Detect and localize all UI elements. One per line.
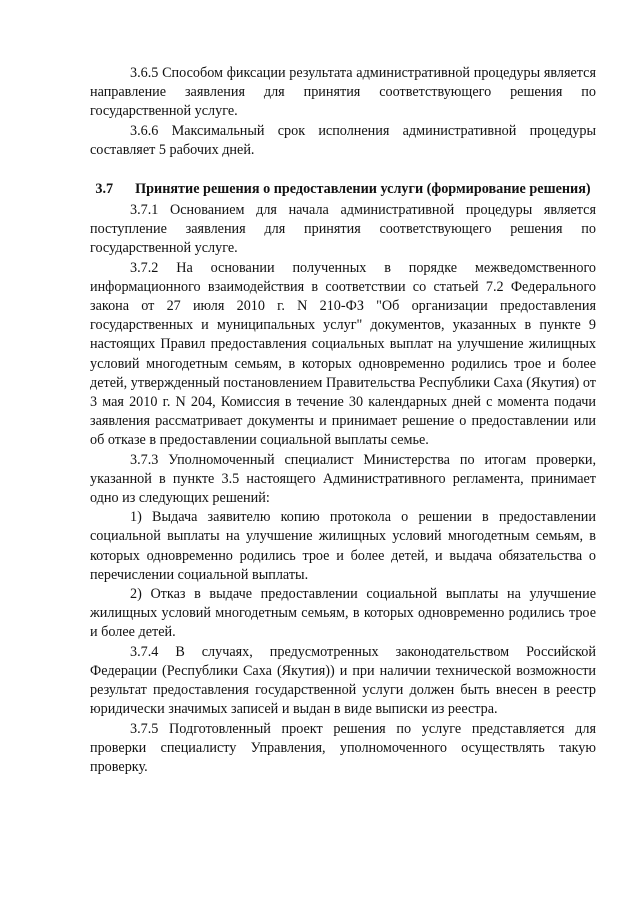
list-item-1: 1) Выдача заявителю копию протокола о решении в предоставлении социальной выплаты на улучшение жилищных условий многодетным семьям, в которых одновременно родились трое и более детей, и выдача обязательства о перечислении социальной выплаты. (90, 509, 596, 583)
list-item-2: 2) Отказ в выдаче предоставлении социальной выплаты на улучшение жилищных условий многодетным семьям, в которых одновременно родились трое и более детей. (90, 586, 596, 641)
paragraph-3-7-3: 3.7.3 Уполномоченный специалист Министерства по итогам проверки, указанной в пункте 3.5 настоящего Административного регламента, принимает одно из следующих решений: (90, 451, 596, 507)
paragraph-3-7-1: 3.7.1 Основанием для начала административной процедуры является поступление заявления для принятия соответствующего решения по государственной услуге. (90, 202, 596, 257)
section-heading (90, 180, 596, 199)
paragraph-3-6-5: 3.6.5 Способом фиксации результата административной процедуры является направление заявления для принятия соответствующего решения по государственной услуге. (90, 65, 596, 120)
paragraph-3-6-6: 3.6.6 Максимальный срок исполнения административной процедуры составляет 5 рабочих дней. (90, 122, 596, 158)
paragraph-3-7-5: 3.7.5 Подготовленный проект решения по услуге представляется для проверки специалисту Управления, уполномоченного осуществлять такую проверку. (90, 720, 596, 775)
paragraph-3-7-2: 3.7.2 На основании полученных в порядке межведомственного информационного взаимодействия в соответствии со статьей 7.2 Федерального закона от 27 июля 2010 г. N 210-ФЗ "Об организации предоставления государственных и муниципальных услуг" документов, указанных в пункте 9 настоящих Правил предоставления социальных выплат на улучшение жилищных условий многодетным семьям, в которых одновременно родились трое и более детей, утвержденный постановлением Правительства Республики Саха (Якутия) от 3 мая 2010 г. N 204, Комиссия в течение 30 календарных дней с момента подачи заявления рассматривает документы и принимает решение о предоставлении или об отказе в предоставлении социальной выплаты семье. (90, 259, 596, 449)
paragraph-3-7-4: 3.7.4 В случаях, предусмотренных законодательством Российской Федерации (Республики Саха (Якутия)) и при наличии технической возможности результат предоставления государственной услуги должен быть внесен в реестр юридически значимых записей и выдан в виде выписки из реестра. (90, 643, 596, 718)
section-number: 3.7 (95, 181, 114, 198)
document-page (90, 64, 596, 777)
section-title: Принятие решения о предоставлении услуги (формирование решения) (135, 181, 591, 198)
